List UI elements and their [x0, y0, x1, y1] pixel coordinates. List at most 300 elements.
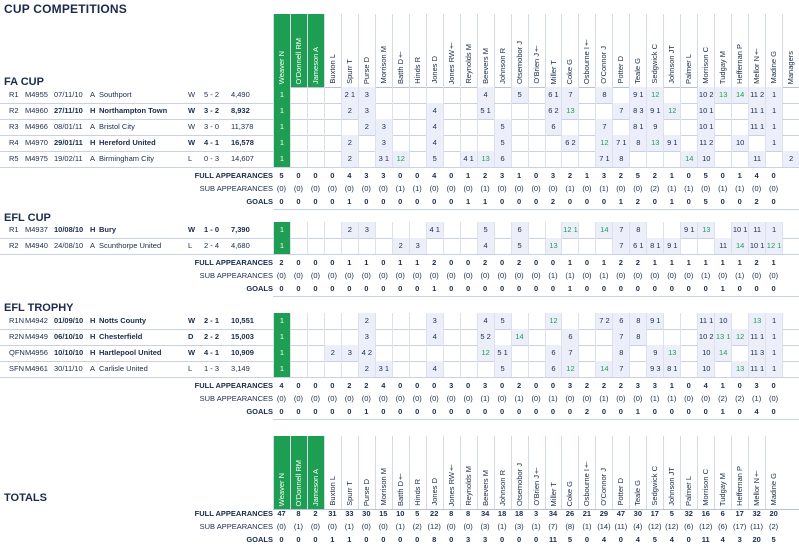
player-column-header	[680, 436, 697, 509]
summary-value: (0)	[276, 184, 287, 193]
appearance-cell: 1	[273, 87, 290, 103]
appearance-cell: 11 2	[748, 87, 765, 103]
player-column-header	[494, 436, 511, 509]
summary-value: 5	[652, 535, 657, 544]
summary-value: 0	[296, 284, 301, 293]
appearance-cell	[782, 345, 799, 361]
summary-value: 0	[500, 284, 505, 293]
appearance-cell: 7	[561, 345, 578, 361]
match-row[interactable]	[0, 119, 799, 136]
appearance-cell: 5 1	[494, 345, 511, 361]
summary-value: 0	[533, 171, 539, 180]
summary-value: 0	[533, 284, 539, 293]
match-id: M4970	[25, 138, 48, 147]
match-row[interactable]	[0, 313, 799, 330]
summary-value: 0	[432, 197, 437, 206]
appearance-cell: 2	[341, 151, 358, 167]
appearance-cell	[307, 103, 324, 119]
summary-value: (0)	[497, 271, 507, 280]
player-name: Mellor N†	[752, 47, 762, 84]
appearance-cell: 5 2	[477, 329, 494, 345]
summary-value: 3	[381, 171, 386, 180]
appearance-cell	[680, 361, 697, 377]
summary-value: 0	[720, 171, 725, 180]
home-away: H	[90, 225, 96, 234]
appearance-cell	[307, 238, 324, 254]
appearance-cell: 2	[324, 345, 341, 361]
summary-value: (0)	[412, 271, 422, 280]
player-column-header	[307, 436, 324, 509]
appearance-cell	[409, 361, 426, 377]
summary-value: 0	[398, 171, 403, 180]
appearance-cell: 2	[392, 238, 409, 254]
summary-value: 1	[347, 197, 352, 206]
summary-value: (6)	[684, 522, 694, 531]
player-name: Purse D	[361, 56, 371, 84]
summary-value: 21	[582, 509, 592, 518]
summary-value: 17	[650, 509, 659, 518]
appearance-cell	[307, 313, 324, 329]
appearance-cell	[443, 135, 460, 151]
appearance-cell: 6 1	[545, 87, 562, 103]
appearance-cell: 4	[477, 87, 494, 103]
appearance-cell: 2	[358, 361, 375, 377]
appearance-cell	[595, 238, 612, 254]
player-name: Palmer L	[684, 475, 694, 506]
appearance-cell	[443, 345, 460, 361]
appearance-cell	[409, 119, 426, 135]
appearance-cell: 9 1	[663, 238, 680, 254]
player-name: Jones D	[429, 478, 439, 506]
summary-value: 20	[752, 535, 761, 544]
player-column-header	[460, 14, 477, 87]
appearance-cell: 10 1	[731, 222, 748, 238]
summary-value: 0	[449, 535, 454, 544]
appearance-cell: 4	[426, 329, 443, 345]
summary-value: (0)	[276, 522, 287, 531]
home-away: A	[90, 122, 96, 131]
summary-value: (1)	[599, 184, 609, 193]
opponent: Chesterfield	[99, 332, 143, 341]
summary-value: 2	[635, 197, 640, 206]
appearance-cell	[460, 313, 477, 329]
appearance-cell	[595, 345, 612, 361]
appearance-cell	[561, 313, 578, 329]
summary-value: 0	[500, 535, 505, 544]
player-name: Tudgay M	[718, 472, 728, 506]
summary-value: 0	[652, 197, 657, 206]
attendance: 4,490	[231, 90, 250, 99]
summary-value: 2	[618, 171, 623, 180]
summary-value: 33	[345, 509, 354, 518]
appearance-cell: 7 1	[595, 151, 612, 167]
summary-value: (0)	[361, 184, 371, 193]
round: QFN	[9, 348, 25, 357]
appearance-cell	[612, 119, 629, 135]
summary-value: 1	[720, 258, 725, 267]
summary-value: 3	[652, 381, 657, 390]
player-name: Otsemobor J	[514, 41, 524, 84]
summary-value: 2	[584, 381, 590, 390]
match-row[interactable]	[0, 87, 799, 104]
summary-value: 0	[533, 407, 539, 416]
home-away: H	[90, 316, 96, 325]
appearance-cell	[324, 87, 341, 103]
appearance-cell	[578, 222, 595, 238]
appearance-cell	[528, 329, 545, 345]
summary-value: 0	[652, 407, 657, 416]
appearance-cell	[392, 329, 409, 345]
player-column-header	[443, 14, 460, 87]
player-column-header	[612, 436, 629, 509]
player-name: Jameson A	[310, 46, 320, 84]
summary-value: (0)	[769, 394, 779, 403]
summary-value: (0)	[429, 184, 439, 193]
player-name: Morrison M	[378, 468, 388, 506]
opponent: Southport	[99, 90, 132, 99]
appearance-cell	[443, 238, 460, 254]
summary-value: 0	[313, 535, 318, 544]
summary-value: 3	[466, 535, 471, 544]
appearance-cell: 4	[477, 313, 494, 329]
summary-value: 1	[466, 171, 471, 180]
player-name: Hinds R	[412, 57, 422, 84]
summary-value: 3	[754, 381, 759, 390]
result: W	[188, 348, 196, 357]
summary-value: 0	[618, 284, 623, 293]
player-column-header	[307, 14, 324, 87]
match-date: 30/11/10	[54, 364, 83, 373]
appearance-cell	[561, 119, 578, 135]
summary-row-sub	[0, 520, 799, 533]
summary-row-full	[0, 169, 799, 182]
appearance-cell: 1	[765, 103, 782, 119]
summary-value: (0)	[650, 271, 660, 280]
summary-value: 0	[483, 407, 488, 416]
summary-value: (0)	[531, 271, 541, 280]
summary-value: 0	[500, 381, 505, 390]
summary-value: (1)	[701, 271, 711, 280]
appearance-cell	[511, 151, 528, 167]
summary-value: 0	[500, 407, 505, 416]
summary-value: 0	[364, 284, 369, 293]
appearance-cell: 1	[765, 329, 782, 345]
player-name: Johnson R	[497, 48, 507, 84]
appearance-cell: 13	[663, 345, 680, 361]
player-name: Potter D	[616, 478, 626, 506]
player-column-header	[748, 436, 765, 509]
summary-value: 0	[364, 197, 369, 206]
player-column-header	[273, 436, 290, 509]
match-id: M4940	[25, 241, 48, 250]
summary-value: 0	[313, 284, 318, 293]
summary-value: 0	[330, 197, 335, 206]
appearance-cell	[409, 135, 426, 151]
summary-value: (1)	[565, 184, 575, 193]
summary-value: (0)	[276, 271, 287, 280]
section-heading: EFL TROPHY	[4, 302, 74, 314]
appearance-cell: 6	[545, 361, 562, 377]
appearance-cell	[714, 222, 731, 238]
summary-value: 20	[769, 509, 778, 518]
summary-value: 1	[347, 535, 352, 544]
summary-value: 2	[516, 258, 522, 267]
player-column-header	[341, 436, 358, 509]
summary-value: 0	[584, 258, 590, 267]
appearance-cell	[324, 135, 341, 151]
summary-value: (0)	[480, 271, 490, 280]
attendance: 11,378	[231, 122, 254, 131]
round: R2N	[9, 332, 25, 341]
summary-value: 0	[737, 197, 742, 206]
summary-value: (3)	[480, 522, 490, 531]
player-column-header	[341, 14, 358, 87]
appearance-cell	[748, 135, 765, 151]
summary-value: 47	[616, 509, 626, 518]
appearance-cell	[782, 329, 799, 345]
match-row[interactable]	[0, 361, 799, 378]
appearance-cell: 12 1	[765, 238, 782, 254]
match-row[interactable]	[0, 103, 799, 120]
appearance-cell	[290, 238, 307, 254]
summary-value: 0	[296, 381, 301, 390]
summary-value: 2	[313, 509, 318, 518]
player-column-header	[375, 436, 392, 509]
summary-value: (0)	[378, 394, 388, 403]
page-title: CUP COMPETITIONS	[4, 2, 127, 16]
home-away: H	[90, 348, 96, 357]
player-column-header	[612, 14, 629, 87]
summary-value: 2	[618, 258, 623, 267]
summary-value: 0	[449, 197, 454, 206]
summary-value: (1)	[565, 271, 575, 280]
appearance-cell	[612, 87, 629, 103]
appearance-cell: 5	[477, 222, 494, 238]
summary-value: (0)	[633, 394, 643, 403]
appearance-cell	[545, 135, 562, 151]
summary-value: 1	[347, 258, 352, 267]
round: R4	[9, 138, 19, 147]
appearance-cell: 4 1	[460, 151, 477, 167]
appearance-cell	[494, 329, 511, 345]
appearance-cell: 4 2	[358, 345, 375, 361]
score: 4 - 1	[204, 348, 220, 357]
summary-value: (0)	[276, 394, 287, 403]
appearance-cell: 2	[358, 119, 375, 135]
attendance: 4,680	[231, 241, 250, 250]
summary-value: 3	[449, 381, 454, 390]
match-row[interactable]	[0, 135, 799, 152]
appearance-cell	[290, 119, 307, 135]
appearance-cell	[595, 103, 612, 119]
player-name: Teale G	[633, 480, 643, 506]
match-row[interactable]	[0, 329, 799, 346]
player-column-header	[680, 14, 697, 87]
appearance-cell: 11 1	[748, 119, 765, 135]
summary-value: 4	[347, 171, 352, 180]
summary-value: 0	[686, 284, 691, 293]
summary-value: (1)	[293, 522, 304, 531]
summary-value: (0)	[497, 184, 507, 193]
result: W	[188, 225, 196, 234]
player-name: Madine G	[769, 473, 779, 506]
summary-value: (0)	[497, 394, 507, 403]
summary-value: 0	[771, 171, 776, 180]
summary-value: (4)	[633, 522, 643, 531]
summary-value: (0)	[701, 184, 711, 193]
match-row[interactable]	[0, 345, 799, 362]
appearance-cell	[528, 87, 545, 103]
appearance-cell	[375, 345, 392, 361]
summary-label: GOALS	[246, 284, 273, 293]
summary-value: 0	[313, 171, 318, 180]
summary-value: 1	[686, 258, 691, 267]
divider	[273, 419, 799, 420]
summary-label: FULL APPEARANCES	[194, 171, 273, 180]
player-column-header	[426, 14, 443, 87]
player-column-header	[409, 436, 426, 509]
appearance-cell	[341, 313, 358, 329]
player-column-header	[494, 14, 511, 87]
summary-value: 0	[330, 381, 335, 390]
match-row[interactable]	[0, 222, 799, 239]
appearance-cell: 3	[358, 222, 375, 238]
summary-value: 0	[500, 258, 505, 267]
summary-value: 0	[313, 258, 318, 267]
summary-value: 0	[296, 197, 301, 206]
player-name: Heffernan P	[735, 44, 745, 84]
summary-value: 0	[669, 284, 674, 293]
summary-row-goals	[0, 533, 799, 546]
appearance-cell: 8	[612, 345, 629, 361]
summary-value: (0)	[378, 522, 388, 531]
appearance-cell	[409, 87, 426, 103]
summary-row-sub	[0, 182, 799, 195]
summary-value: 0	[550, 284, 556, 293]
appearance-cell	[307, 87, 324, 103]
appearance-cell: 11 1	[697, 313, 714, 329]
appearance-cell	[680, 103, 697, 119]
summary-value: (7)	[548, 522, 558, 531]
appearance-cell: 1	[273, 222, 290, 238]
attendance: 8,932	[231, 106, 250, 115]
appearance-cell	[307, 361, 324, 377]
score: 2 - 4	[204, 241, 220, 250]
summary-value: 3	[483, 535, 488, 544]
appearance-cell	[714, 361, 731, 377]
player-column-header	[663, 14, 680, 87]
appearance-cell	[714, 103, 731, 119]
summary-value: 0	[415, 535, 420, 544]
appearance-cell	[578, 329, 595, 345]
appearance-cell: 8	[629, 222, 646, 238]
summary-value: 8	[449, 509, 454, 518]
summary-value: (1)	[718, 184, 728, 193]
player-column-header	[595, 436, 612, 509]
appearance-cell	[494, 103, 511, 119]
match-date: 08/01/11	[54, 122, 83, 131]
appearance-cell: 7 1	[612, 135, 629, 151]
player-name: Buxton L	[327, 476, 337, 506]
appearance-cell	[629, 361, 646, 377]
appearance-cell	[324, 103, 341, 119]
summary-value: (0)	[582, 184, 592, 193]
result: W	[188, 316, 196, 325]
summary-value: 1	[703, 258, 708, 267]
appearance-cell: 14	[680, 151, 697, 167]
summary-value: 0	[296, 171, 301, 180]
summary-value: 6	[720, 509, 725, 518]
home-away: H	[90, 332, 96, 341]
summary-value: 2	[483, 258, 488, 267]
appearance-cell	[392, 313, 409, 329]
summary-value: (0)	[616, 271, 626, 280]
round: R2	[9, 106, 19, 115]
summary-value: 1	[364, 258, 369, 267]
summary-value: 0	[449, 171, 454, 180]
appearance-cell	[443, 361, 460, 377]
appearance-cell: 9 1	[663, 135, 680, 151]
summary-value: (12)	[699, 522, 713, 531]
appearance-cell	[680, 238, 697, 254]
appearance-cell: 13	[748, 313, 765, 329]
appearance-cell: 3	[375, 135, 392, 151]
appearance-cell: 3	[375, 119, 392, 135]
summary-value: (14)	[597, 522, 611, 531]
summary-value: 0	[703, 407, 708, 416]
result: L	[188, 241, 193, 250]
summary-value: 0	[330, 407, 335, 416]
appearance-cell	[561, 151, 578, 167]
summary-value: (2)	[650, 184, 660, 193]
appearance-cell	[392, 345, 409, 361]
summary-value: 0	[415, 197, 420, 206]
summary-value: (11)	[614, 522, 628, 531]
score: 3 - 2	[204, 106, 220, 115]
summary-value: (1)	[514, 394, 524, 403]
opponent: Bristol City	[99, 122, 135, 131]
appearance-cell: 13	[545, 238, 562, 254]
appearance-cell	[375, 222, 392, 238]
appearance-cell	[290, 345, 307, 361]
summary-value: 4	[669, 535, 674, 544]
player-name: Beevers M	[480, 470, 490, 506]
summary-value: 1	[720, 381, 725, 390]
result: W	[188, 122, 196, 131]
summary-value: 1	[737, 258, 742, 267]
player-name: O'Donnell RM	[293, 459, 303, 506]
appearance-cell: 6	[561, 329, 578, 345]
summary-value: 2	[618, 381, 623, 390]
appearance-cell	[731, 151, 748, 167]
summary-value: (1)	[531, 522, 541, 531]
appearance-cell: 4	[426, 119, 443, 135]
summary-value: 5	[279, 171, 284, 180]
summary-value: 0	[737, 407, 742, 416]
summary-value: 5	[415, 509, 420, 518]
summary-value: (0)	[531, 394, 541, 403]
home-away: A	[90, 241, 96, 250]
appearance-cell: 13	[477, 151, 494, 167]
player-name: Jones D	[429, 56, 439, 84]
summary-row-goals	[0, 282, 799, 295]
match-row[interactable]	[0, 151, 799, 168]
match-row[interactable]	[0, 238, 799, 255]
summary-value: 1	[720, 407, 725, 416]
summary-value: 5	[669, 509, 674, 518]
appearance-cell	[545, 329, 562, 345]
summary-value: (0)	[582, 271, 592, 280]
